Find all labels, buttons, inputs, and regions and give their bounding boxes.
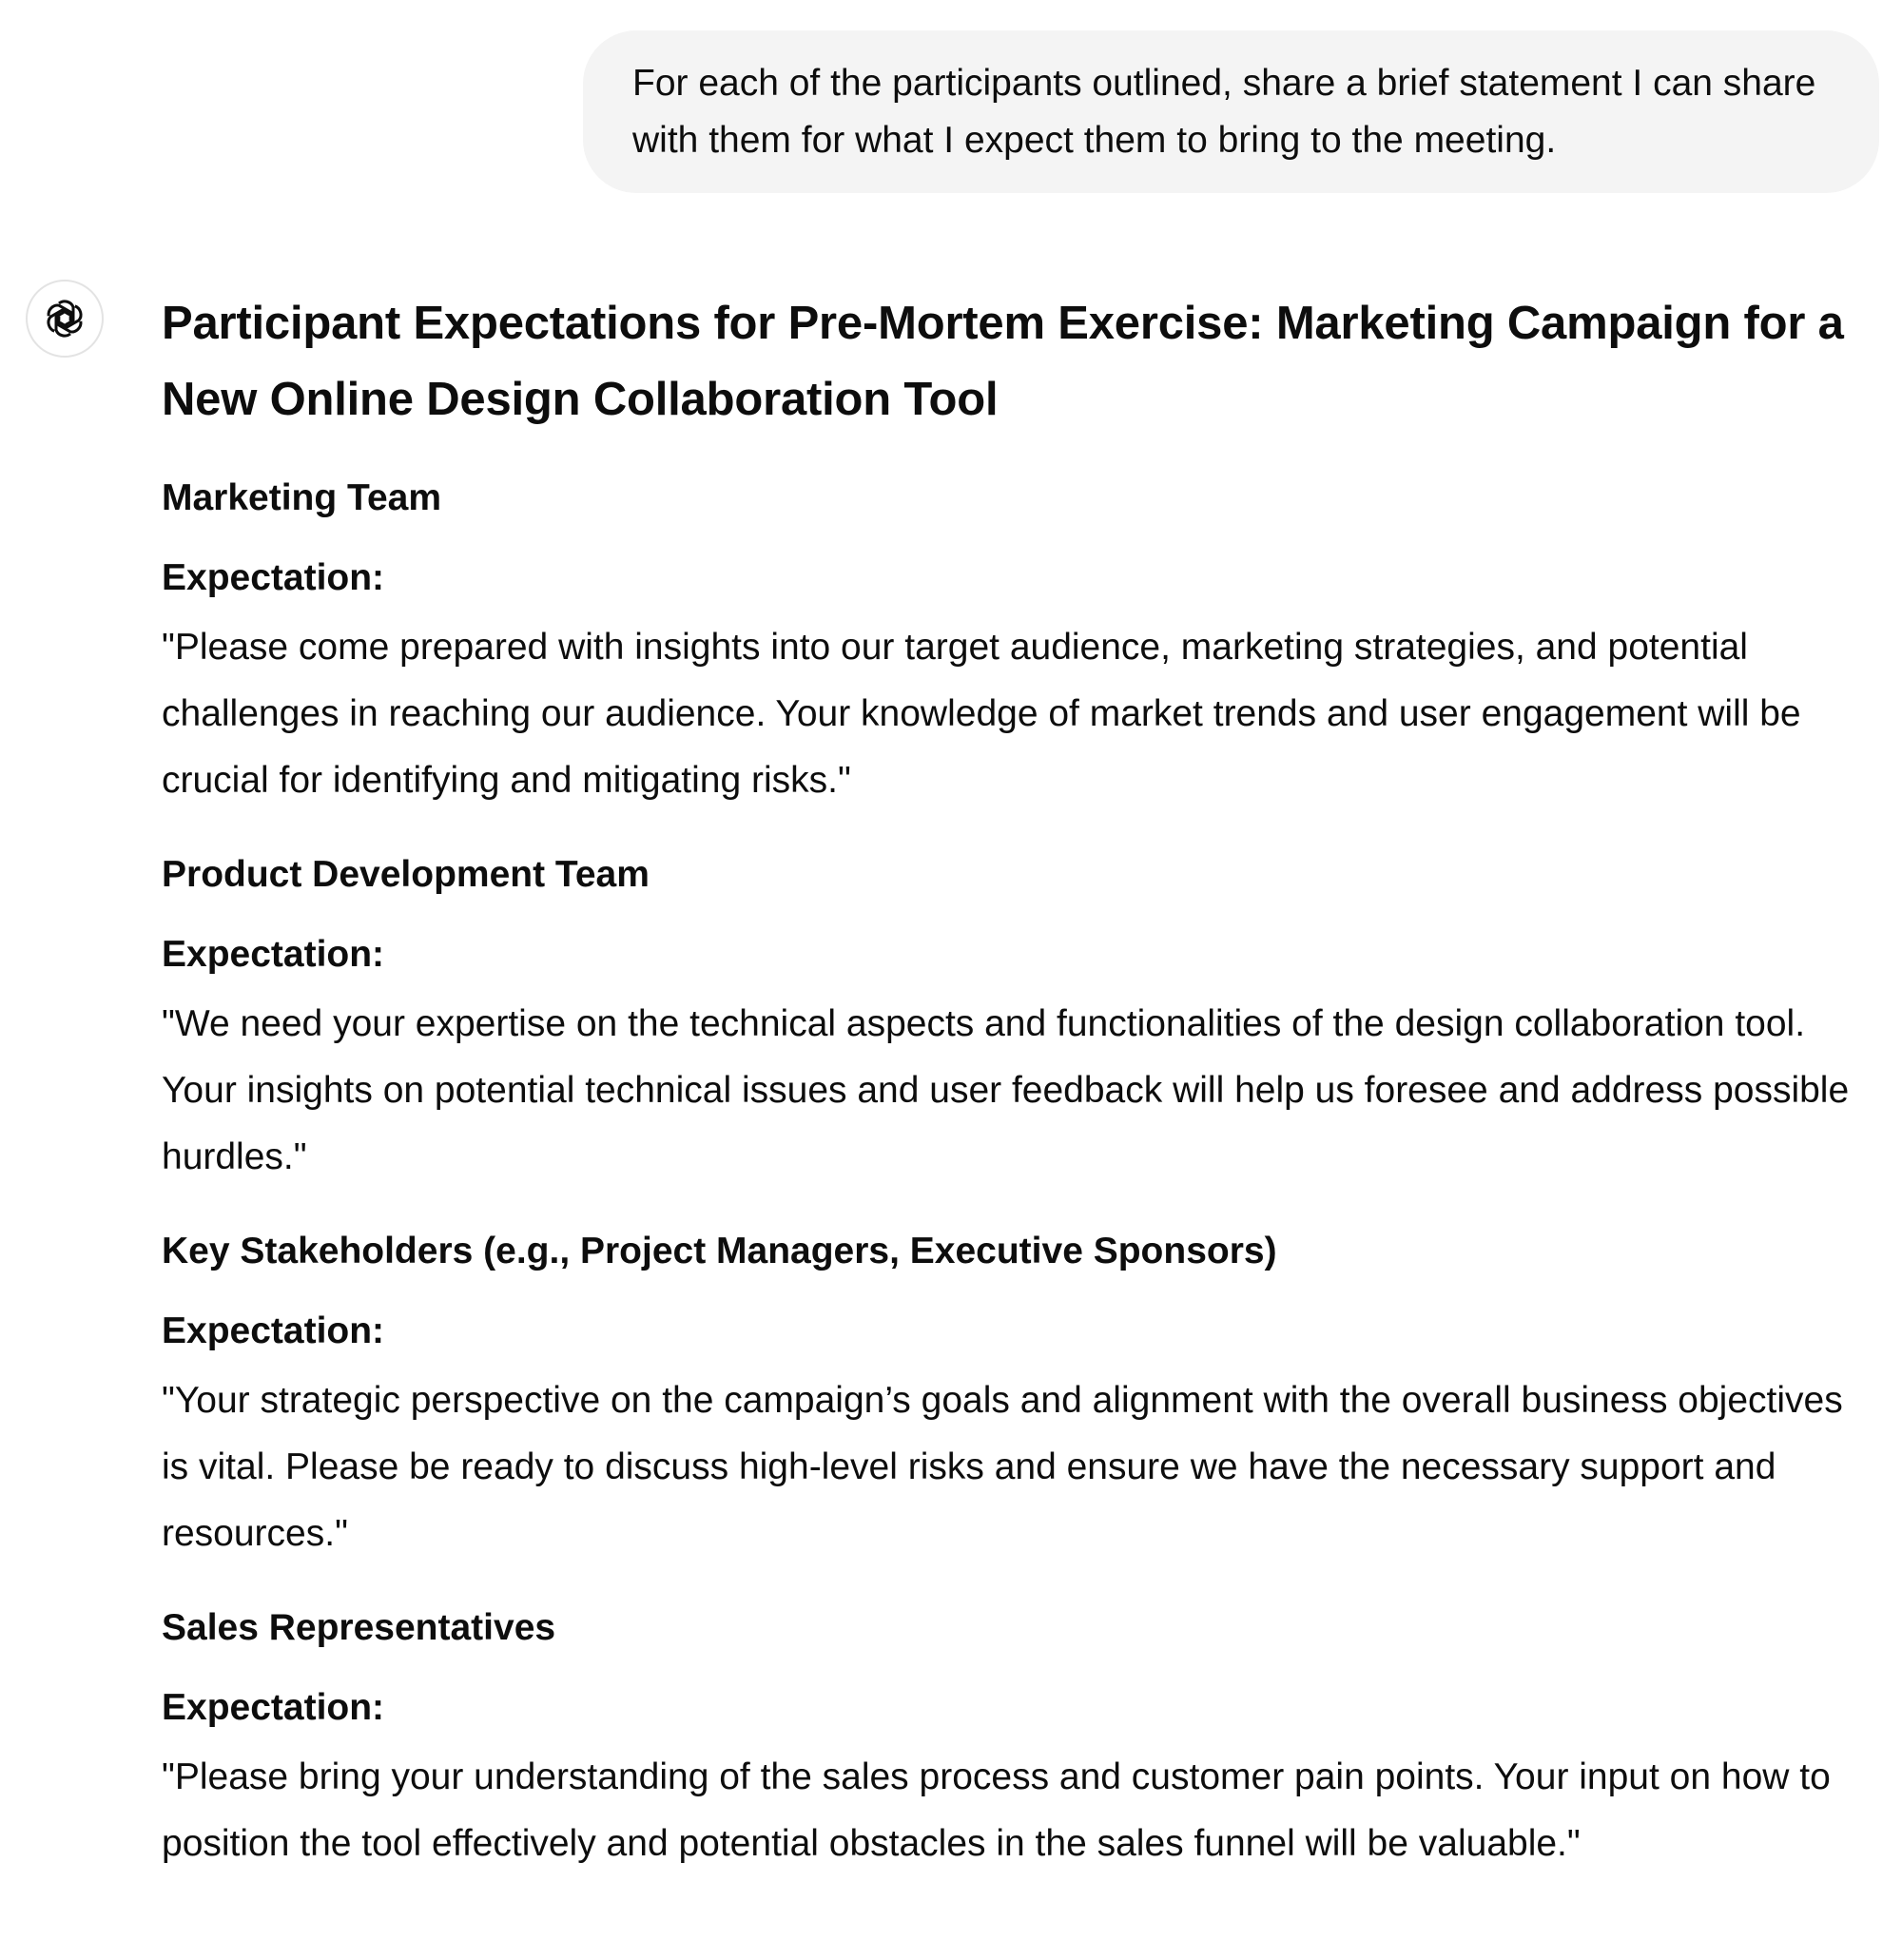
expectation-label: Expectation:: [162, 1687, 385, 1728]
expectation-text: "Your strategic perspective on the campaign’s goals and alignment with the overall business objectives is vital. Please be ready to discuss high-level risks and ensure we have the necessary support and resources.": [162, 1380, 1843, 1554]
user-message-text: For each of the participants outlined, share a brief statement I can share with them for what I expect them to bring to the meeting.: [632, 63, 1816, 161]
expectation-text: "Please bring your understanding of the sales process and customer pain points. Your input on how to position the tool effectively and potential obstacles in the sales funnel will be valuable.": [162, 1756, 1831, 1864]
response-title: Participant Expectations for Pre-Mortem Exercise: Marketing Campaign for a New Online Design Collaboration Tool: [162, 298, 1844, 425]
section-heading: Sales Representatives: [162, 1607, 556, 1648]
section-sales-representatives: [162, 1600, 1873, 1877]
assistant-avatar: [26, 280, 104, 358]
assistant-response: [162, 285, 1873, 1877]
expectation-label: Expectation:: [162, 934, 385, 975]
expectation-label: Expectation:: [162, 557, 385, 598]
expectation-text: "Please come prepared with insights into our target audience, marketing strategies, and potential challenges in reaching our audience. Your knowledge of market trends and user engagement will be crucial for identifying and mitigating risks.": [162, 627, 1801, 801]
expectation-label: Expectation:: [162, 1310, 385, 1351]
user-message-bubble: [583, 30, 1879, 193]
section-heading: Marketing Team: [162, 477, 442, 518]
expectation-text: "We need your expertise on the technical aspects and functionalities of the design collaboration tool. Your insights on potential technical issues and user feedback will help us foresee and address possible hurdles.": [162, 1003, 1850, 1177]
openai-logo-icon: [41, 295, 88, 342]
section-heading: Product Development Team: [162, 854, 650, 895]
section-product-development-team: [162, 846, 1873, 1191]
section-heading: Key Stakeholders (e.g., Project Managers, Executive Sponsors): [162, 1231, 1277, 1271]
section-marketing-team: [162, 470, 1873, 814]
section-key-stakeholders: [162, 1223, 1873, 1567]
